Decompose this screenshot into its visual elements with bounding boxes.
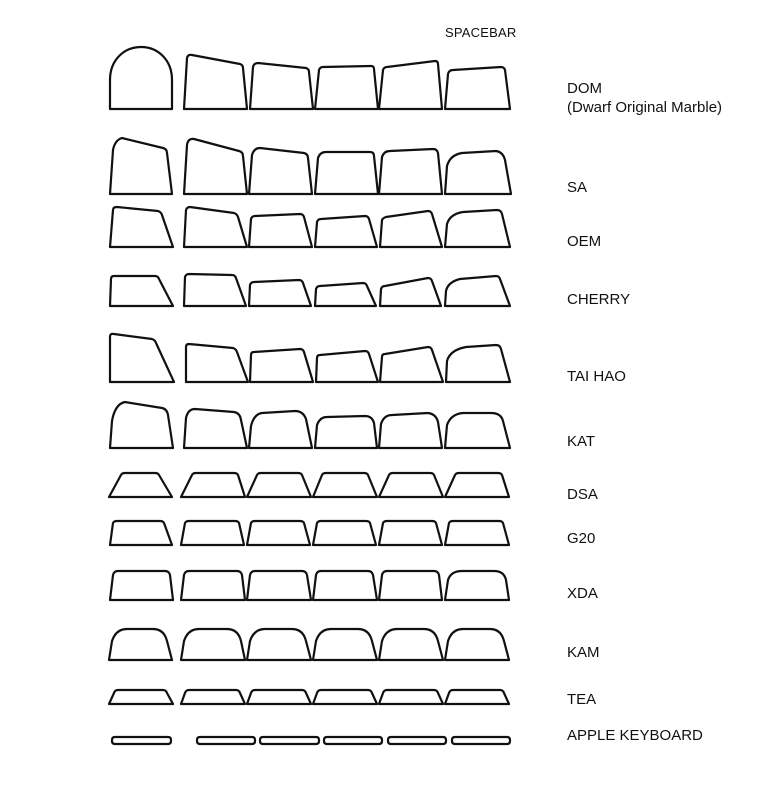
keycap-r3-cherry [315, 283, 376, 306]
keycap-spacebar-g20 [110, 521, 172, 545]
profile-label-g20: G20 [567, 530, 596, 547]
keycap-r3-kat [315, 416, 377, 448]
row-dsa [109, 473, 509, 497]
keycap-r2-xda [247, 571, 311, 600]
keycap-r5-tea [445, 690, 509, 704]
keycap-r5-apple [452, 737, 510, 744]
keycap-r1-oem [184, 207, 247, 247]
keycap-r4-kam [379, 629, 443, 660]
keycap-r4-tea [379, 690, 443, 704]
keycap-r3-xda [313, 571, 377, 600]
keycap-r4-kat [379, 413, 442, 448]
keycap-r1-cherry [184, 274, 246, 306]
keycap-r4-sa [379, 149, 442, 194]
row-oem [110, 207, 510, 247]
keycap-spacebar-kam [109, 629, 172, 660]
keycap-r4-oem [380, 211, 442, 247]
keycap-r2-cherry [249, 280, 311, 306]
keycap-r2-g20 [247, 521, 310, 545]
profile-label-cherry: CHERRY [567, 291, 631, 308]
keycap-r3-kam [313, 629, 377, 660]
row-kam [109, 629, 509, 660]
profile-label-dsa: DSA [567, 486, 598, 503]
row-sa [110, 138, 511, 194]
keycap-r1-dsa [181, 473, 245, 497]
keycap-r5-dsa [445, 473, 509, 497]
keycap-spacebar-tea [109, 690, 173, 704]
keycap-r3-oem [315, 216, 377, 247]
keycap-r3-tea [313, 690, 377, 704]
keycap-r4-tai-hao [380, 347, 443, 382]
row-tai-hao [110, 334, 510, 382]
keycap-spacebar-kat [110, 402, 173, 448]
keycap-r2-tai-hao [250, 349, 313, 382]
keycap-spacebar-tai-hao [110, 334, 174, 382]
keycap-r1-tai-hao [186, 344, 248, 382]
profile-subtitle: (Dwarf Original Marble) [567, 99, 723, 116]
keycap-r4-apple [388, 737, 446, 744]
row-xda [110, 571, 509, 600]
profile-label-xda: XDA [567, 585, 598, 602]
keycap-r1-dom [184, 55, 247, 109]
keycap-spacebar-sa [110, 138, 172, 194]
keycap-r3-dsa [313, 473, 377, 497]
keycap-r2-sa [249, 148, 312, 194]
keycap-r5-kat [445, 413, 510, 448]
keycap-r3-sa [315, 152, 378, 194]
profile-label-oem: OEM [567, 233, 602, 250]
keycap-r3-dom [315, 66, 378, 109]
profile-label-tea: TEA [567, 691, 597, 708]
profile-label-tai-hao: TAI HAO [567, 368, 626, 385]
keycap-spacebar-oem [110, 207, 173, 247]
profile-label-kam: KAM [567, 644, 600, 661]
keycap-r1-xda [181, 571, 245, 600]
keycap-spacebar-dom [110, 47, 172, 109]
keycap-r1-g20 [181, 521, 244, 545]
keycap-r2-kam [247, 629, 311, 660]
keycap-r2-dsa [247, 473, 311, 497]
profile-name: DOM [567, 80, 602, 97]
keycap-r5-g20 [445, 521, 509, 545]
spacebar-column-header: SPACEBAR [445, 25, 517, 40]
keycap-spacebar-dsa [109, 473, 172, 497]
keycap-r3-tai-hao [316, 351, 378, 382]
keycap-r3-apple [324, 737, 382, 744]
keycap-spacebar-apple [112, 737, 171, 744]
keycap-r5-dom [445, 67, 510, 109]
keycap-r5-tai-hao [446, 345, 510, 382]
keycap-r1-tea [181, 690, 245, 704]
keycap-spacebar-xda [110, 571, 173, 600]
keycap-r4-xda [379, 571, 442, 600]
row-kat [110, 402, 510, 448]
keycap-r4-dsa [379, 473, 443, 497]
keycap-r5-xda [445, 571, 509, 600]
keycap-r3-g20 [313, 521, 376, 545]
keycap-r4-cherry [380, 278, 441, 306]
keycap-r2-dom [250, 63, 313, 109]
keycap-r2-apple [260, 737, 319, 744]
keycap-r5-oem [445, 210, 510, 247]
keycap-r1-apple [197, 737, 255, 744]
keycap-spacebar-cherry [110, 276, 173, 306]
keycap-r4-dom [379, 61, 442, 109]
keycap-r2-tea [247, 690, 311, 704]
keycap-r5-kam [445, 629, 509, 660]
keycap-r1-sa [184, 139, 247, 194]
keycap-r1-kam [181, 629, 245, 660]
row-g20 [110, 521, 509, 545]
keycap-r1-kat [184, 409, 247, 448]
row-tea [109, 690, 509, 704]
profile-label-kat: KAT [567, 433, 596, 450]
keycap-r5-sa [445, 151, 511, 194]
keycap-r5-cherry [445, 276, 510, 306]
keycap-r2-oem [249, 214, 312, 247]
keycap-r2-kat [249, 411, 312, 448]
row-cherry [110, 274, 510, 306]
profile-label-dom [567, 79, 722, 117]
profile-label-apple-keyboard: APPLE KEYBOARD [567, 727, 703, 744]
row-apple-keyboard [112, 737, 510, 744]
row-dom [110, 47, 510, 109]
profile-label-sa: SA [567, 179, 588, 196]
keycap-r4-g20 [379, 521, 442, 545]
